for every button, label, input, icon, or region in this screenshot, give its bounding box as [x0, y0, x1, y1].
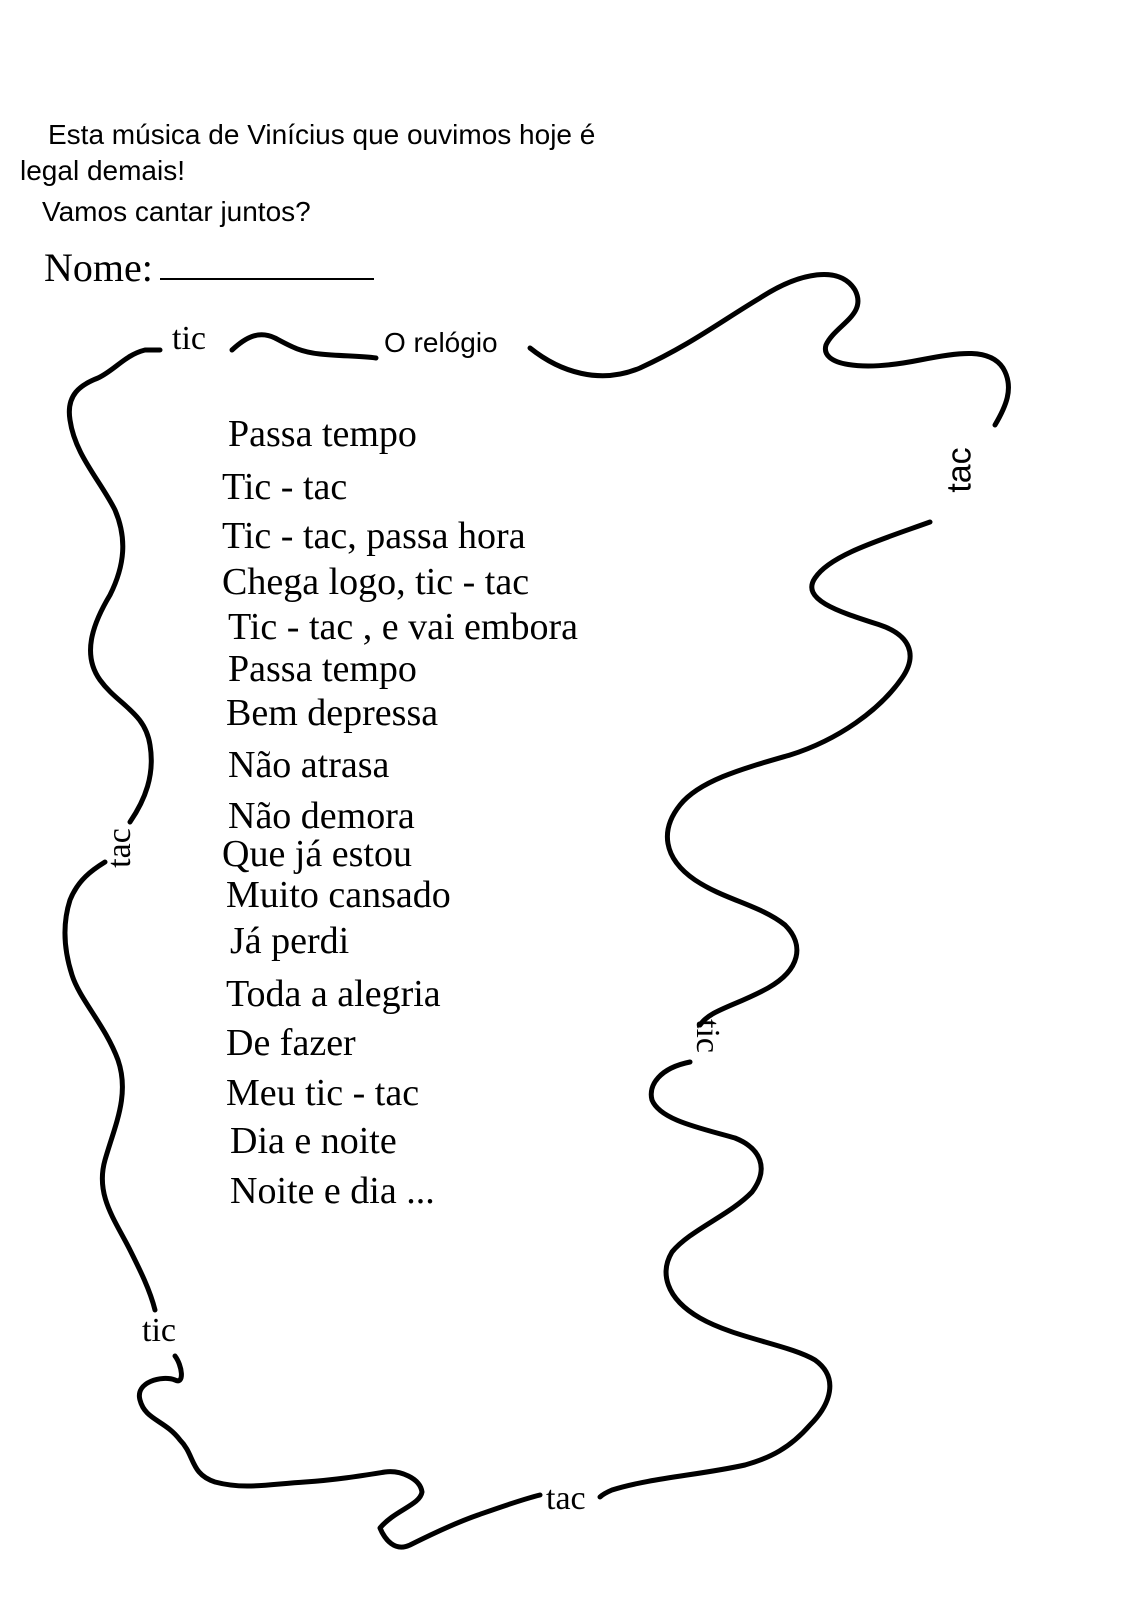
sound-word-tic-right: tic [689, 1019, 726, 1053]
song-title: O relógio [384, 327, 498, 358]
lyric-line: Toda a alegria [226, 973, 441, 1015]
lyric-line: Não atrasa [228, 744, 390, 786]
sound-word-tic-bottom: tic [142, 1312, 176, 1349]
lyric-line: Tic - tac , e vai embora [228, 606, 578, 648]
lyric-line: Tic - tac, passa hora [222, 515, 526, 557]
lyric-line: Que já estou [222, 833, 412, 875]
border-segment-top-left [232, 335, 376, 358]
sound-word-tic-top: tic [172, 320, 206, 357]
lyric-line: Passa tempo [228, 648, 417, 690]
lyric-line: Meu tic - tac [226, 1072, 420, 1114]
lyric-line: Muito cansado [226, 874, 451, 916]
border-segment-right [667, 522, 930, 1025]
lyric-line: Tic - tac [222, 466, 348, 508]
name-label: Nome: [44, 245, 153, 290]
sound-word-tac-left: tac [101, 828, 138, 868]
intro-text-line-3: Vamos cantar juntos? [42, 196, 311, 227]
intro-text-line-1: Esta música de Vinícius que ouvimos hoje é [48, 119, 596, 150]
lyric-line: De fazer [226, 1022, 356, 1064]
border-segment-bottom-left [139, 1356, 540, 1547]
lyric-line: Passa tempo [228, 413, 417, 455]
lyric-line: Bem depressa [226, 692, 439, 734]
border-segment-left-upper [69, 350, 160, 822]
sound-word-tac-right: tac [940, 447, 979, 493]
lyric-line: Já perdi [230, 920, 350, 962]
border-segment-right-lower [600, 1062, 830, 1497]
sound-word-tac-bottom: tac [546, 1480, 586, 1517]
intro-text-line-2: legal demais! [20, 155, 185, 186]
border-segment-top-right [530, 274, 1008, 425]
lyric-line: Dia e noite [230, 1120, 397, 1162]
border-segment-left-lower [65, 862, 155, 1310]
lyric-line: Noite e dia ... [230, 1170, 435, 1212]
lyric-line: Não demora [228, 795, 415, 837]
lyric-line: Chega logo, tic - tac [222, 561, 530, 603]
